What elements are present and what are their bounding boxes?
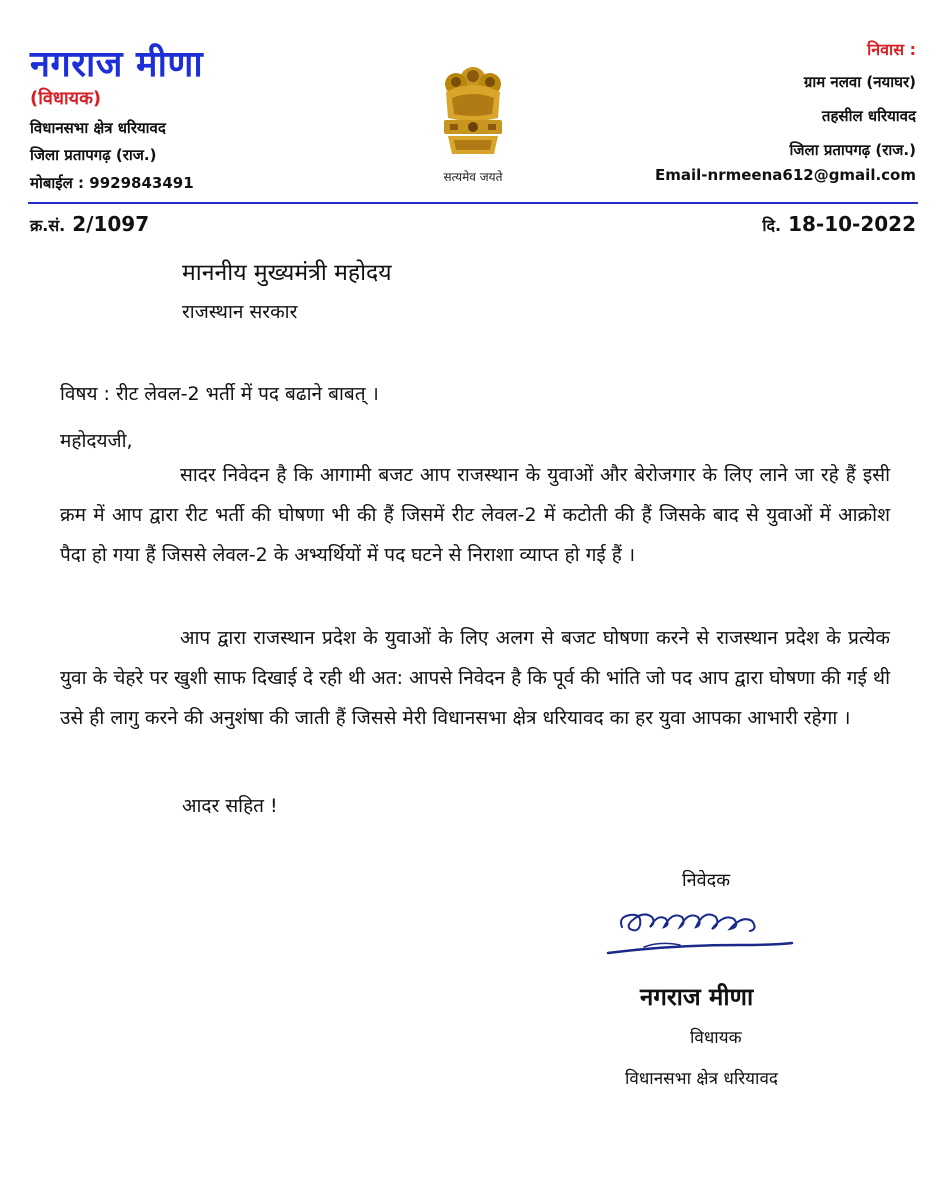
addressee-government: राजस्थान सरकार (182, 301, 298, 323)
emblem-motto: सत्यमेव जयते (443, 170, 503, 184)
paragraph-2: आप द्वारा राजस्थान प्रदेश के युवाओं के लिए अलग से बजट घोषणा करने से राजस्थान प्रदेश के प्रत्येक युवा के चेहरे पर खुशी साफ दिखाई दे रही थी अत: आपसे निवेदन है कि पूर्व की भांति जो पद आप द्वारा घोषणा की गई थी उसे ही लागु करने की अनुशंषा की जाती हैं जिससे मेरी विधानसभा क्षेत्र धरियावद का हर युवा आपका आभारी रहेगा । (60, 627, 890, 729)
residence-tehsil: तहसील धरियावद (821, 107, 916, 125)
date-prefix: दि. (762, 216, 782, 235)
letter-subject: विषय : रीट लेवल-2 भर्ती में पद बढाने बाबत् । (60, 383, 379, 405)
signatory-designation: विधायक (690, 1028, 742, 1048)
residence-village: ग्राम नलवा (नयाघर) (803, 73, 916, 91)
letter-date (762, 212, 916, 236)
letterhead-divider (28, 202, 918, 204)
national-emblem-icon (428, 58, 518, 168)
signatory-constituency: विधानसभा क्षेत्र धरियावद (625, 1069, 778, 1089)
date-value: 18-10-2022 (788, 212, 916, 236)
email-address: Email-nrmeena612@gmail.com (655, 166, 916, 184)
letterhead-designation: (विधायक) (30, 88, 102, 109)
reference-prefix: क्र.सं. (30, 216, 66, 235)
letterhead-constituency: विधानसभा क्षेत्र धरियावद (30, 119, 166, 137)
handwritten-signature (600, 895, 800, 965)
signatory-name: नगराज मीणा (640, 983, 754, 1011)
letterhead-district: जिला प्रतापगढ़ (राज.) (30, 146, 157, 164)
letterhead-mobile: मोबाईल : 9929843491 (30, 174, 194, 192)
letterhead-name: नगराज मीणा (30, 44, 204, 85)
paragraph-1: सादर निवेदन है कि आगामी बजट आप राजस्थान के युवाओं और बेरोजगार के लिए लाने जा रहे हैं इसी क्रम में आप द्वारा रीट भर्ती की घोषणा भी की हैं जिसमें रीट लेवल-2 में कटोती की हैं जिसके बाद से युवाओं में आक्रोश पैदा हो गया हैं जिससे लेवल-2 के अभ्यर्थियों में पद घटने से निराशा व्याप्त हो गई हैं । (60, 464, 890, 566)
residence-district: जिला प्रतापगढ़ (राज.) (789, 141, 916, 159)
salutation: महोदयजी, (60, 430, 133, 452)
residence-label: निवास : (867, 40, 916, 59)
petitioner-label: निवेदक (682, 870, 731, 891)
reference-number (30, 212, 149, 236)
reference-value: 2/1097 (72, 212, 150, 236)
addressee: माननीय मुख्यमंत्री महोदय (182, 260, 392, 286)
closing-line: आदर सहित ! (182, 795, 278, 817)
